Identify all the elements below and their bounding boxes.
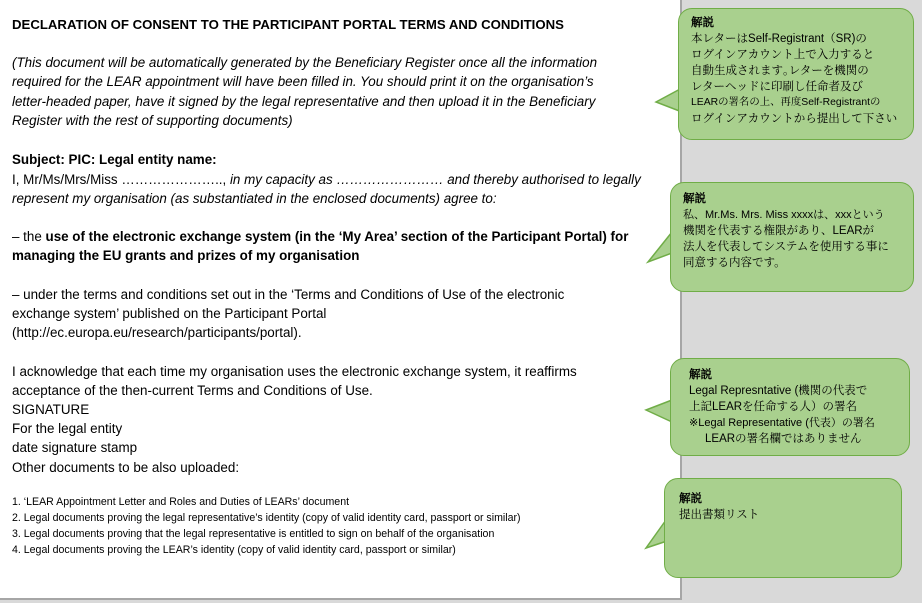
portal-url: (http://ec.europa.eu/research/participants/portal). [12,325,302,340]
declaration-prefix: I, Mr/Ms/Mrs/Miss ………………….., [12,172,227,187]
callout-line: 自動生成されます｡レターを機関の [691,65,869,77]
callout-heading: 解説 [679,493,702,505]
acknowledgement: acceptance of the then-current Terms and Conditions of Use. [12,383,373,398]
intro-line: letter-headed paper, have it signed by the legal representative and then upload it in the Beneficiary [12,94,596,109]
acknowledgement: I acknowledge that each time my organisation uses the electronic exchange system, it reaffirms [12,364,577,379]
callout-tail-3 [646,400,672,422]
callout-line: ※Legal Representative (代表）の署名 [689,417,875,429]
callout-line: レターヘッドに印刷し任命者及び [691,81,864,93]
callout-line: Legal Represntative (機関の代表で [689,385,868,397]
other-docs-label: Other documents to be also uploaded: [12,460,240,475]
callout-line: LEARの署名の上、再度Self-Registrantの [691,97,881,108]
callout-line: LEARの署名欄ではありません [705,433,862,445]
callout-4 [664,478,902,578]
callout-heading: 解説 [689,369,712,381]
doc-list-item: 2. Legal documents proving the legal representative’s identity (copy of valid identity card, passport or similar) [12,512,521,524]
callout-line: 上記LEARを任命する人）の署名 [689,401,858,413]
consent-item-2: – under the terms and conditions set out in the ‘Terms and Conditions of Use of the electronic [12,287,565,302]
callout-line: 法人を代表してシステムを使用する事に [683,241,889,253]
item-bold-text: use of the electronic exchange system (in the ‘My Area’ section of the Participant Portal) for [45,229,629,244]
callout-heading: 解説 [683,193,706,205]
callout-3 [670,358,910,456]
callout-line: ログインアカウント上で入力すると [691,49,875,61]
intro-line: required for the LEAR appointment will have been filled in. You should print it on the organisation’s [12,74,594,89]
doc-list-item: 1. ‘LEAR Appointment Letter and Roles and Duties of LEARs’ document [12,496,350,508]
callout-2 [670,182,914,292]
document-title: DECLARATION OF CONSENT TO THE PARTICIPANT PORTAL TERMS AND CONDITIONS [12,17,564,32]
declaration-line: represent my organisation (as substantiated in the enclosed documents) agree to: [12,191,497,206]
callout-line: ログインアカウントから提出して下さい [691,113,898,125]
subject-line: Subject: PIC: Legal entity name: [12,152,217,167]
callout-line: 提出書類リスト [679,509,760,521]
doc-list-item: 4. Legal documents proving the LEAR’s identity (copy of valid identity card, passport or similar) [12,544,456,556]
intro-line: Register with the rest of supporting documents) [12,113,293,128]
callout-line: 同意する内容です。 [683,257,786,269]
declaration-capacity: in my capacity as …………………… and thereby authorised to legally [226,172,641,187]
signature-label: SIGNATURE [12,402,90,417]
legal-entity-label: For the legal entity [12,421,123,436]
item-prefix: – the [12,229,46,244]
consent-item-2: exchange system’ published on the Participant Portal [12,306,327,321]
callout-heading: 解説 [691,17,714,29]
callout-1 [678,8,914,140]
consent-item-1-cont: managing the EU grants and prizes of my organisation [12,248,360,263]
callout-line: 機関を代表する権限があり、LEARが [683,225,875,237]
callout-line: 本レターはSelf-Registrant（SR)の [691,33,867,45]
callout-line: 私、Mr.Ms. Mrs. Miss xxxxは、xxxという [683,209,885,221]
doc-list-item: 3. Legal documents proving that the legal representative is entitled to sign on behalf of the organisation [12,528,495,540]
date-stamp-label: date signature stamp [12,440,138,455]
intro-line: (This document will be automatically generated by the Beneficiary Register once all the information [12,55,598,70]
